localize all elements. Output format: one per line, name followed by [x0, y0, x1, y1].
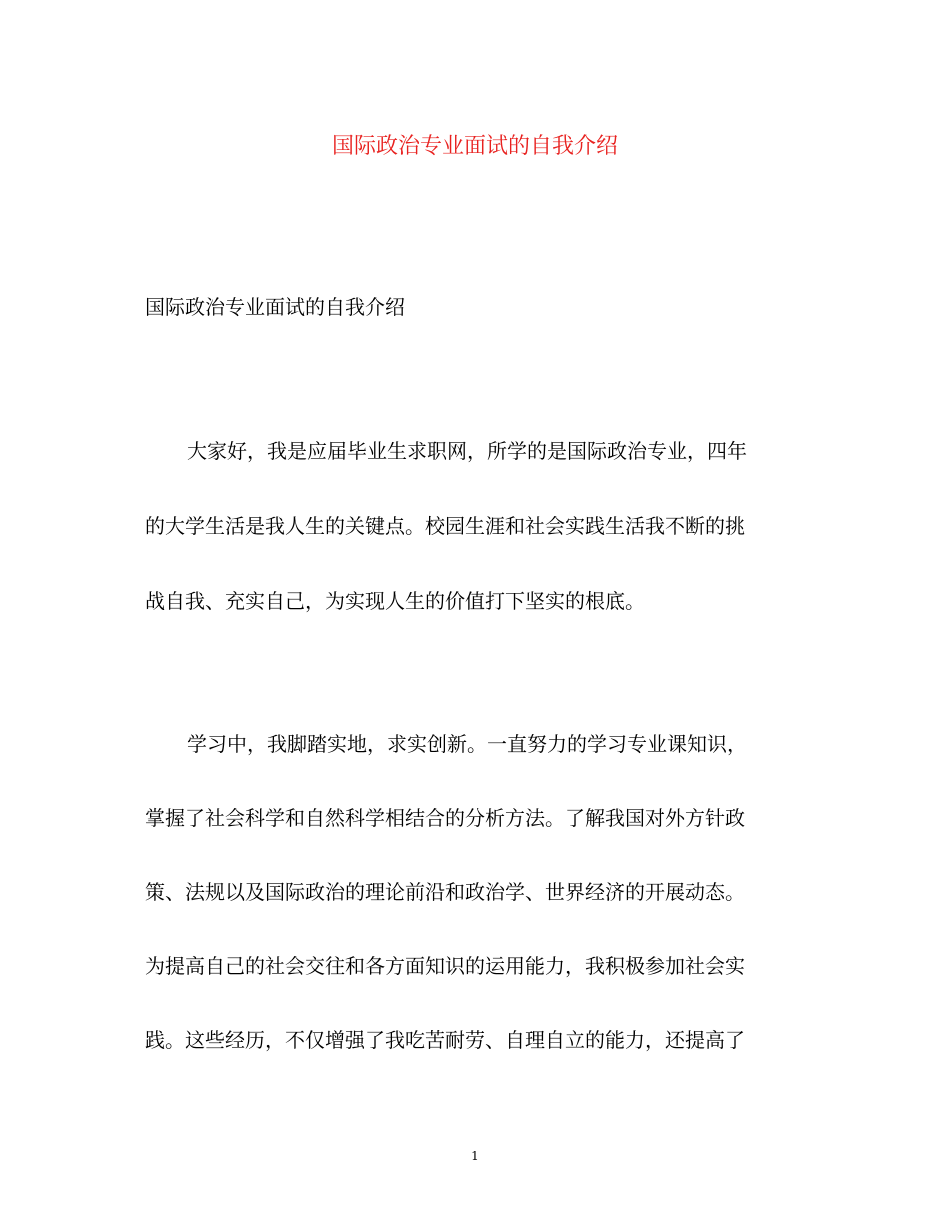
paragraph-2-line-4: 为提高自己的社会交往和各方面知识的运用能力，我积极参加社会实 — [145, 954, 745, 978]
paragraph-2-line-1: 学习中，我脚踏实地，求实创新。一直努力的学习专业课知识， — [187, 732, 747, 756]
paragraph-1-line-3: 战自我、充实自己，为实现人生的价值打下坚实的根底。 — [145, 589, 645, 613]
paragraph-2-line-3: 策、法规以及国际政治的理论前沿和政治学、世界经济的开展动态。 — [145, 880, 745, 904]
paragraph-2-line-2: 掌握了社会科学和自然科学相结合的分析方法。了解我国对外方针政 — [145, 806, 745, 830]
paragraph-1-line-2: 的大学生活是我人生的关键点。校园生涯和社会实践生活我不断的挑 — [145, 514, 745, 538]
document-subtitle: 国际政治专业面试的自我介绍 — [145, 295, 405, 319]
document-title: 国际政治专业面试的自我介绍 — [331, 134, 618, 159]
paragraph-2-line-5: 践。这些经历，不仅增强了我吃苦耐劳、自理自立的能力，还提高了 — [145, 1028, 745, 1052]
paragraph-1-line-1: 大家好，我是应届毕业生求职网，所学的是国际政治专业，四年 — [187, 439, 747, 463]
page-number: 1 — [471, 1149, 479, 1163]
